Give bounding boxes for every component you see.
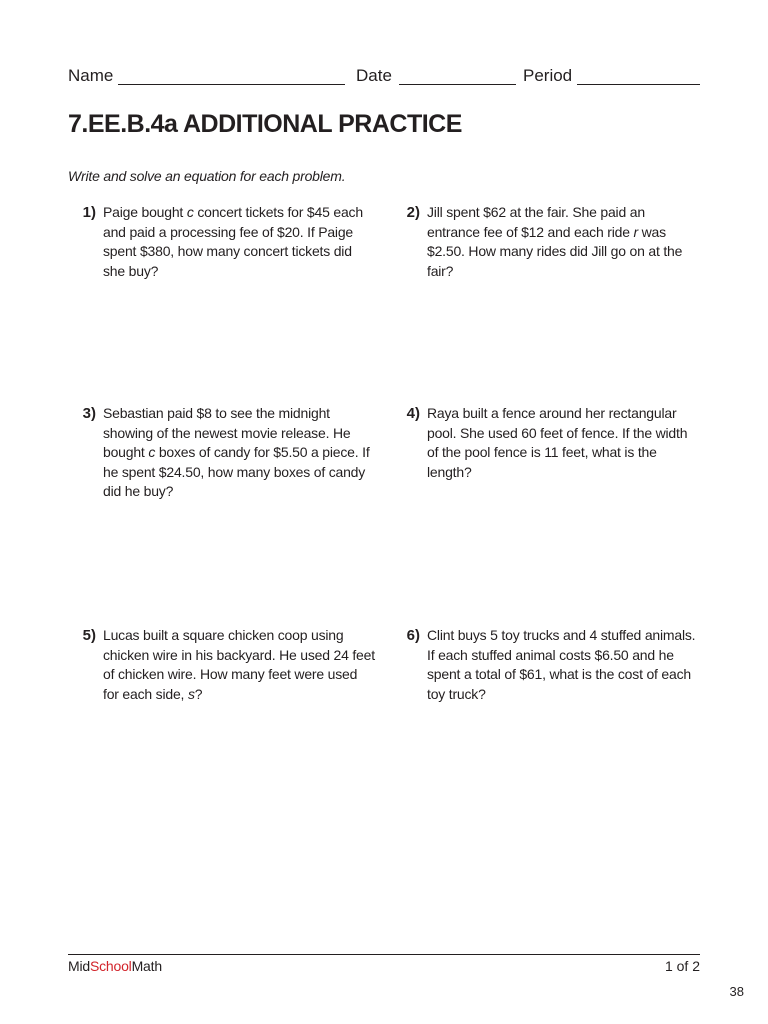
page-of-count: 1 of 2 xyxy=(664,958,700,974)
variable-name: c xyxy=(148,444,156,460)
name-label: Name xyxy=(68,66,114,85)
problem-text-segment: Clint buys 5 toy trucks and 4 stuffed animals. If each stuffed animal costs $6.50 and he spent a total of $61, what is the cost of each toy truck? xyxy=(427,627,696,702)
problem-number: 4) xyxy=(406,405,420,422)
problem-text xyxy=(103,404,375,502)
footer-divider xyxy=(68,954,700,955)
variable-name: s xyxy=(187,685,195,702)
problem-text-segment: was $2.50. How many rides did Jill go on at the fair? xyxy=(427,223,683,279)
problem-text-segment: Sebastian paid $8 to see the midnight showing of the newest movie release. He bought xyxy=(103,405,351,460)
brand-math: Math xyxy=(131,958,162,974)
problem-text xyxy=(427,404,699,482)
brand-logo-text xyxy=(68,957,162,975)
problem-text-segment: boxes of candy for $5.50 a piece. If he spent $24.50, how many boxes of candy did he buy? xyxy=(103,444,370,499)
date-blank[interactable] xyxy=(399,84,516,85)
page-number: 38 xyxy=(729,984,744,999)
problem-number: 2) xyxy=(406,204,420,221)
problem-text-segment: Paige bought xyxy=(103,204,187,220)
student-info-header xyxy=(68,64,700,90)
brand-mid: Mid xyxy=(68,958,90,974)
problem-number: 1) xyxy=(82,204,96,221)
problem-text xyxy=(427,626,699,704)
problem-text xyxy=(103,626,375,704)
variable-name: c xyxy=(186,204,194,220)
date-label: Date xyxy=(356,66,392,85)
period-label: Period xyxy=(523,66,573,85)
problem-number: 3) xyxy=(82,405,96,422)
problem-number: 6) xyxy=(406,627,420,644)
problem-text xyxy=(103,203,375,281)
instructions: Write and solve an equation for each problem. xyxy=(68,168,346,184)
problem-text-segment: concert tickets for $45 each and paid a processing fee of $20. If Paige spent $380, how many concert tickets did she buy? xyxy=(103,204,363,279)
name-blank[interactable] xyxy=(118,84,345,85)
period-blank[interactable] xyxy=(577,84,700,85)
problem-number: 5) xyxy=(82,627,96,644)
problem-text-segment: Lucas built a square chicken coop using chicken wire in his backyard. He used 24 feet of chicken wire. How many feet were used for each side, xyxy=(103,627,375,702)
problem-text-segment: Raya built a fence around her rectangular pool. She used 60 feet of fence. If the width of the pool fence is 11 feet, what is the length? xyxy=(427,405,688,480)
worksheet-title: 7.EE.B.4a ADDITIONAL PRACTICE xyxy=(68,110,462,138)
problem-text-segment: ? xyxy=(194,685,203,702)
brand-school: School xyxy=(89,958,132,974)
problem-text-segment: Jill spent $62 at the fair. She paid an entrance fee of $12 and each ride xyxy=(427,204,645,240)
variable-name: r xyxy=(633,223,638,240)
problem-text xyxy=(427,203,699,281)
